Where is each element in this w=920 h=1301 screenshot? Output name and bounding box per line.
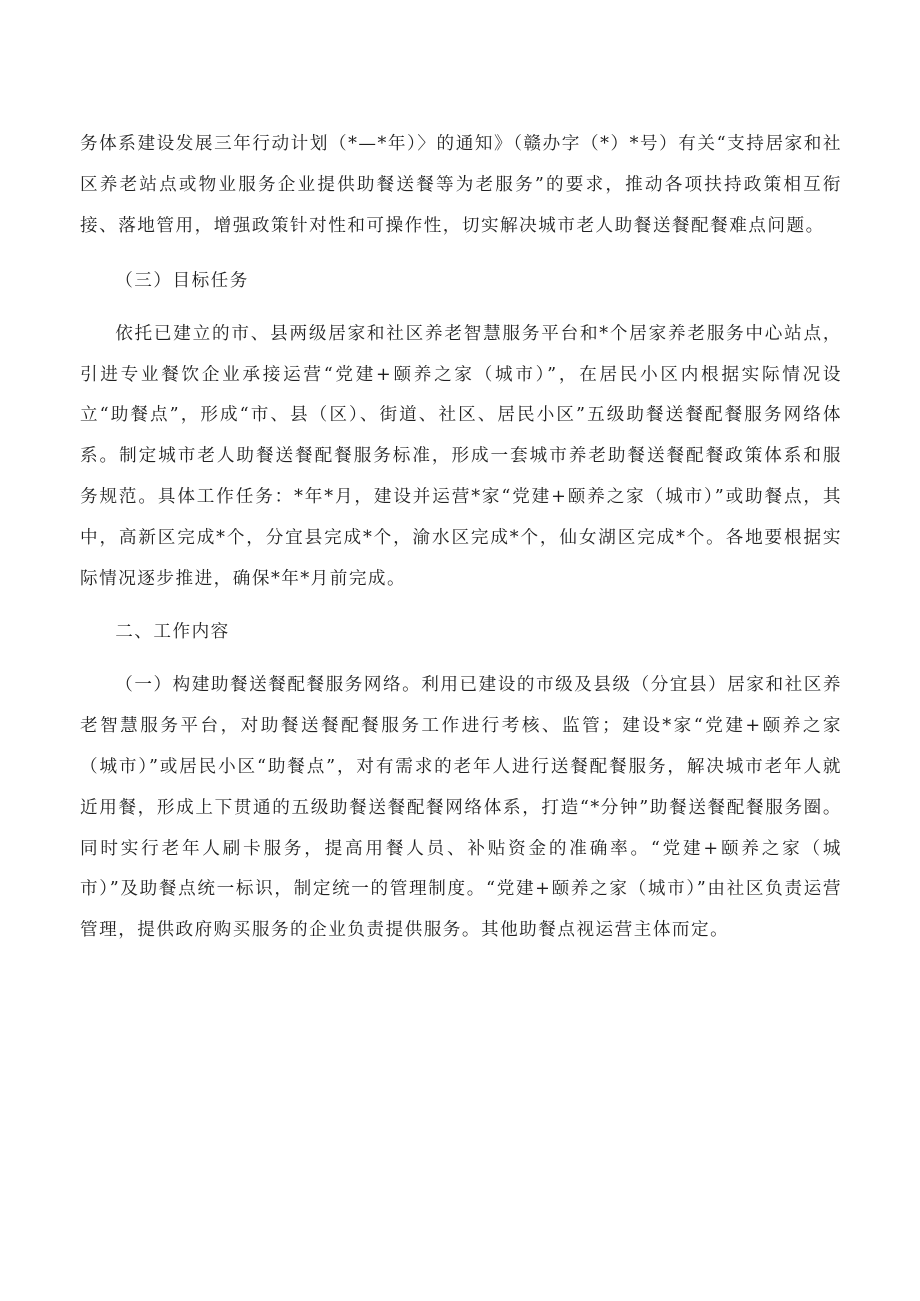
paragraph-goals: 依托已建立的市、县两级居家和社区养老智慧服务平台和*个居家养老服务中心站点，引进专业餐饮企业承接运营“党建+颐养之家（城市）”，在居民小区内根据实际情况设立“助餐点”，形成“市、县（区）、街道、社区、居民小区”五级助餐送餐配餐服务网络体系。制定城市老人助餐送餐配餐服务标准，形成一套城市养老助餐送餐配餐政策体系和服务规范。具体工作任务：*年*月，建设并运营*家“党建+颐养之家（城市）”或助餐点，其中，高新区完成*个，分宜县完成*个，渝水区完成*个，仙女湖区完成*个。各地要根据实际情况逐步推进，确保*年*月前完成。 <box>80 323 842 590</box>
paragraph-continuation: 务体系建设发展三年行动计划（*—*年）〉的通知》（赣办字（*）*号）有关“支持居家和社区养老站点或物业服务企业提供助餐送餐等为老服务”的要求，推动各项扶持政策相互衔接、落地管用，增强政策针对性和可操作性，切实解决城市老人助餐送餐配餐难点问题。 <box>80 134 842 236</box>
section-heading-goals: （三）目标任务 <box>115 270 249 291</box>
document-body <box>80 124 842 951</box>
paragraph-network: （一）构建助餐送餐配餐服务网络。利用已建设的市级及县级（分宜县）居家和社区养老智慧服务平台，对助餐送餐配餐服务工作进行考核、监管；建设*家“党建+颐养之家（城市）”或居民小区“助餐点”，对有需求的老年人进行送餐配餐服务，解决城市老年人就近用餐，形成上下贯通的五级助餐送餐配餐网络体系，打造“*分钟”助餐送餐配餐服务圈。同时实行老年人刷卡服务，提高用餐人员、补贴资金的准确率。“党建+颐养之家（城市）”及助餐点统一标识，制定统一的管理制度。“党建+颐养之家（城市）”由社区负责运营管理，提供政府购买服务的企业负责提供服务。其他助餐点视运营主体而定。 <box>80 674 842 941</box>
section-heading-work-content: 二、工作内容 <box>115 621 230 642</box>
